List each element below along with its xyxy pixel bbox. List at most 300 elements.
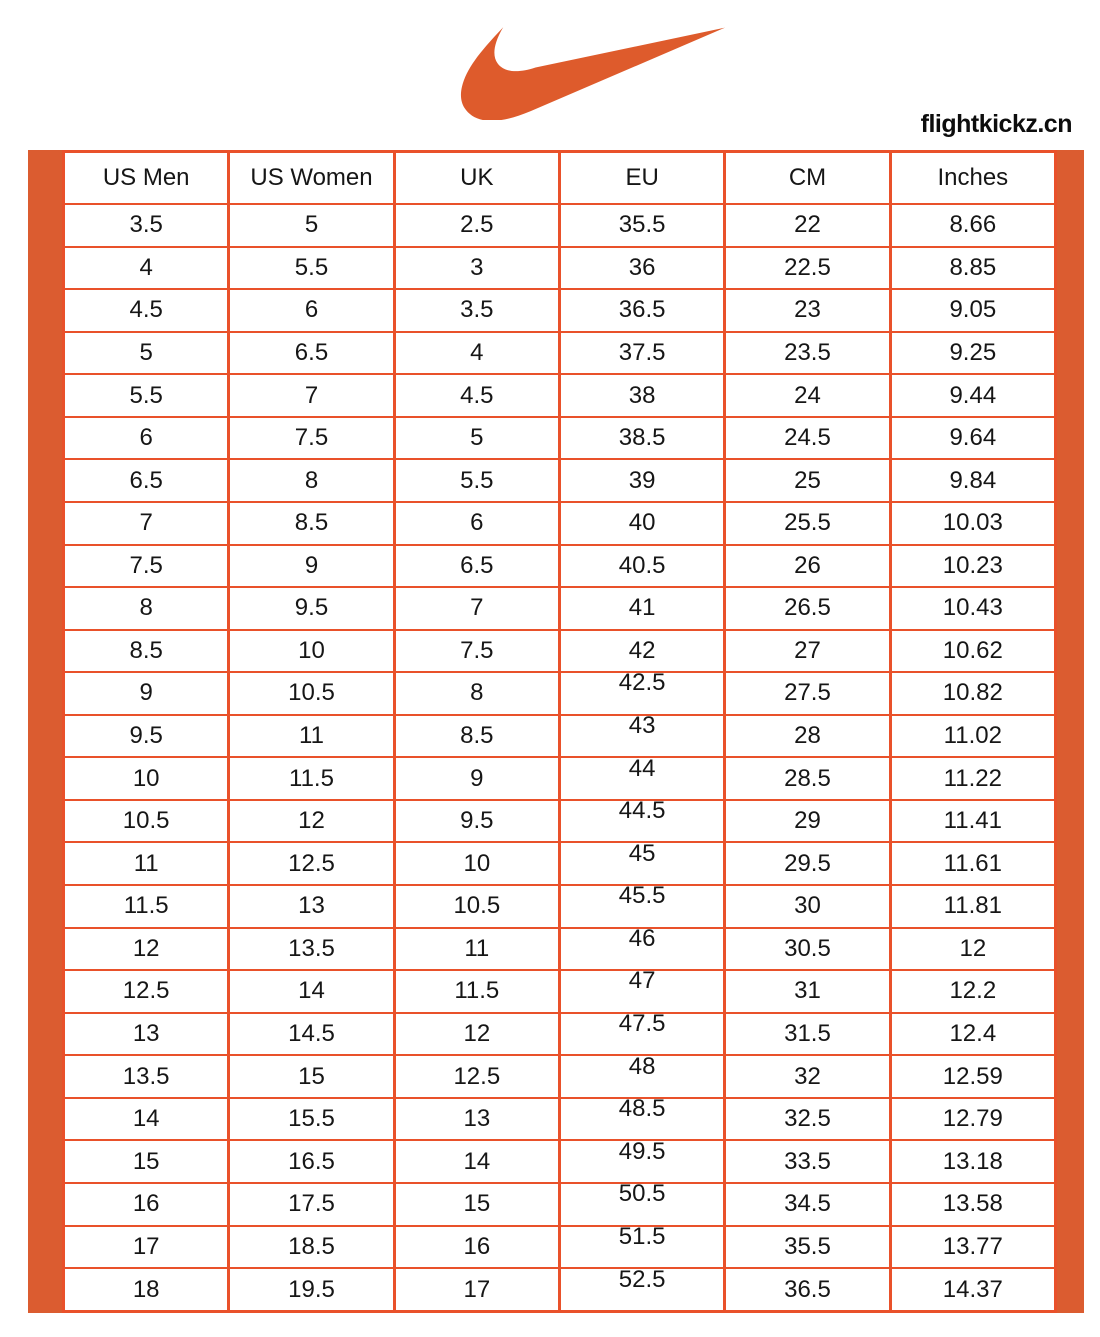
size-value: 36.5 xyxy=(784,1275,831,1303)
size-cell xyxy=(64,1268,229,1311)
size-value: 13.18 xyxy=(942,1147,1003,1175)
size-cell xyxy=(64,204,229,247)
size-value: 2.5 xyxy=(460,211,494,239)
size-cell xyxy=(229,630,394,673)
size-cell xyxy=(725,502,890,545)
size-value: 8 xyxy=(470,679,484,707)
table-row xyxy=(64,885,1056,928)
size-value: 11.5 xyxy=(454,977,500,1005)
size-cell xyxy=(890,1013,1055,1056)
size-cell xyxy=(890,842,1055,885)
size-value: 48.5 xyxy=(618,1095,666,1123)
size-value: 27.5 xyxy=(784,679,831,707)
size-cell xyxy=(890,970,1055,1013)
size-value: 6.5 xyxy=(294,338,329,366)
size-value: 29 xyxy=(794,807,821,835)
size-value: 12.79 xyxy=(942,1105,1003,1133)
size-value: 13.5 xyxy=(122,1062,170,1090)
size-value: 11.81 xyxy=(943,892,1002,920)
size-value: 14 xyxy=(463,1147,491,1175)
size-cell xyxy=(229,757,394,800)
size-value: 7 xyxy=(470,594,484,622)
size-cell xyxy=(890,800,1055,843)
size-value: 5 xyxy=(304,211,319,239)
column-header-cm: CM xyxy=(725,152,890,205)
size-value: 10 xyxy=(298,636,325,664)
size-value: 32.5 xyxy=(784,1105,831,1133)
size-cell xyxy=(890,332,1055,375)
size-value: 9.5 xyxy=(294,594,329,622)
size-cell xyxy=(394,1098,559,1141)
size-cell xyxy=(229,545,394,588)
size-cell xyxy=(725,545,890,588)
size-value: 3.5 xyxy=(460,296,494,324)
size-value: 11.5 xyxy=(123,892,169,920)
table-row xyxy=(64,545,1056,588)
size-cell xyxy=(890,885,1055,928)
size-value: 9.5 xyxy=(460,807,494,835)
size-cell xyxy=(229,800,394,843)
size-value: 13.5 xyxy=(288,934,335,962)
size-value: 10 xyxy=(132,764,160,792)
size-value: 15 xyxy=(463,1190,491,1218)
size-value: 36 xyxy=(628,253,656,281)
size-value: 8.5 xyxy=(294,509,329,537)
size-value: 9 xyxy=(139,679,153,707)
size-value: 26.5 xyxy=(784,594,831,622)
size-cell xyxy=(394,885,559,928)
size-cell xyxy=(64,502,229,545)
size-value: 10.5 xyxy=(453,892,501,920)
size-value: 5 xyxy=(470,424,484,452)
size-cell xyxy=(559,797,724,843)
size-cell xyxy=(229,247,394,290)
size-cell xyxy=(229,289,394,332)
size-value: 12 xyxy=(463,1019,491,1047)
size-cell xyxy=(725,1268,890,1311)
size-cell xyxy=(394,1183,559,1226)
size-value: 7.5 xyxy=(460,636,494,664)
size-value: 47 xyxy=(628,967,656,995)
size-cell xyxy=(394,502,559,545)
size-cell xyxy=(890,1226,1055,1269)
size-cell xyxy=(64,1226,229,1269)
size-value: 34.5 xyxy=(784,1190,831,1218)
size-value: 52.5 xyxy=(618,1265,666,1293)
size-cell xyxy=(64,1098,229,1141)
table-row xyxy=(64,1226,1056,1269)
size-cell xyxy=(725,885,890,928)
nike-swoosh-path xyxy=(461,27,725,120)
size-value: 17 xyxy=(132,1232,160,1260)
table-row xyxy=(64,757,1056,800)
size-value: 42 xyxy=(628,636,656,664)
size-cell xyxy=(559,924,724,971)
size-value: 44 xyxy=(628,754,656,782)
size-value: 49.5 xyxy=(618,1137,666,1165)
size-value: 14.37 xyxy=(942,1275,1003,1303)
size-cell xyxy=(64,417,229,460)
size-value: 35.5 xyxy=(784,1232,831,1260)
size-value: 14 xyxy=(132,1105,160,1133)
size-value: 10 xyxy=(463,849,491,877)
size-cell xyxy=(394,1226,559,1269)
size-value: 24.5 xyxy=(784,424,831,452)
size-cell xyxy=(394,1140,559,1183)
table-row xyxy=(64,289,1056,332)
size-cell xyxy=(559,1180,724,1226)
size-value: 9 xyxy=(304,551,319,579)
table-row xyxy=(64,1183,1056,1226)
column-header-inches: Inches xyxy=(890,152,1055,205)
size-value: 14.5 xyxy=(288,1019,335,1047)
size-cell xyxy=(394,1013,559,1056)
table-row xyxy=(64,970,1056,1013)
size-cell xyxy=(64,672,229,715)
table-row xyxy=(64,502,1056,545)
column-header-us-women: US Women xyxy=(229,152,394,205)
size-value: 13.58 xyxy=(942,1190,1003,1218)
size-value: 11.5 xyxy=(289,764,334,792)
size-cell xyxy=(229,204,394,247)
table-row xyxy=(64,204,1056,247)
size-cell xyxy=(725,970,890,1013)
table-row xyxy=(64,1055,1056,1098)
size-value: 16 xyxy=(463,1232,491,1260)
size-cell xyxy=(559,247,724,290)
size-cell xyxy=(394,800,559,843)
size-value: 8.5 xyxy=(460,722,494,750)
size-value: 6.5 xyxy=(460,551,494,579)
size-value: 8.66 xyxy=(949,211,997,239)
size-cell xyxy=(394,289,559,332)
table-row xyxy=(64,1268,1056,1311)
size-cell xyxy=(559,1095,724,1141)
size-cell xyxy=(559,967,724,1013)
size-value: 8 xyxy=(139,594,153,622)
size-value: 9.64 xyxy=(949,424,997,452)
size-cell xyxy=(229,1226,394,1269)
size-value: 4 xyxy=(470,338,484,366)
size-value: 6 xyxy=(470,509,484,537)
size-value: 17.5 xyxy=(288,1190,335,1218)
size-cell xyxy=(890,545,1055,588)
table-row xyxy=(64,1098,1056,1141)
size-cell xyxy=(725,1140,890,1183)
size-value: 26 xyxy=(794,551,821,579)
size-cell xyxy=(725,459,890,502)
size-value: 15 xyxy=(132,1147,160,1175)
website-label: flightkickz.cn xyxy=(920,110,1072,138)
size-table-head xyxy=(64,152,1056,205)
size-cell xyxy=(725,587,890,630)
size-value: 13 xyxy=(298,892,325,920)
size-cell xyxy=(559,1137,724,1183)
size-value: 23.5 xyxy=(784,338,831,366)
size-cell xyxy=(394,587,559,630)
size-cell xyxy=(64,587,229,630)
size-value: 25.5 xyxy=(784,509,831,537)
size-value: 51.5 xyxy=(618,1222,666,1250)
size-value: 12.59 xyxy=(942,1062,1003,1090)
size-cell xyxy=(229,374,394,417)
size-cell xyxy=(890,1183,1055,1226)
size-cell xyxy=(890,587,1055,630)
size-value: 11.41 xyxy=(943,807,1002,835)
size-value: 36.5 xyxy=(618,296,666,324)
size-value: 45 xyxy=(628,839,656,867)
table-row xyxy=(64,630,1056,673)
size-cell xyxy=(64,630,229,673)
size-cell xyxy=(559,630,724,673)
size-cell xyxy=(394,970,559,1013)
size-chart-block xyxy=(28,150,1084,1313)
size-cell xyxy=(725,1013,890,1056)
size-cell xyxy=(725,672,890,715)
size-cell xyxy=(394,417,559,460)
size-cell xyxy=(725,842,890,885)
column-header-uk: UK xyxy=(394,152,559,205)
size-cell xyxy=(725,374,890,417)
size-value: 44.5 xyxy=(618,797,666,825)
size-value: 27 xyxy=(794,636,821,664)
size-cell xyxy=(890,502,1055,545)
size-cell xyxy=(394,204,559,247)
size-cell xyxy=(229,1183,394,1226)
size-cell xyxy=(890,1055,1055,1098)
size-cell xyxy=(559,587,724,630)
size-cell xyxy=(890,672,1055,715)
size-cell xyxy=(394,459,559,502)
size-value: 38 xyxy=(628,381,656,409)
size-cell xyxy=(394,374,559,417)
size-cell xyxy=(559,374,724,417)
size-cell xyxy=(559,1052,724,1098)
size-cell xyxy=(890,715,1055,758)
size-value: 46 xyxy=(628,924,656,952)
size-value: 12.2 xyxy=(949,977,997,1005)
table-row xyxy=(64,332,1056,375)
size-value: 30 xyxy=(794,892,821,920)
size-cell xyxy=(229,928,394,971)
column-header-eu: EU xyxy=(559,152,724,205)
size-value: 6 xyxy=(304,296,319,324)
table-row xyxy=(64,715,1056,758)
size-value: 11 xyxy=(133,849,159,877)
size-cell xyxy=(559,332,724,375)
size-value: 19.5 xyxy=(288,1275,335,1303)
table-row xyxy=(64,1140,1056,1183)
size-cell xyxy=(229,332,394,375)
size-cell xyxy=(64,1013,229,1056)
size-value: 7.5 xyxy=(294,424,329,452)
size-cell xyxy=(229,1140,394,1183)
size-cell xyxy=(725,1098,890,1141)
size-cell xyxy=(559,289,724,332)
size-value: 25 xyxy=(794,466,821,494)
size-value: 11.22 xyxy=(943,764,1002,792)
size-value: 3.5 xyxy=(129,211,163,239)
size-value: 9.25 xyxy=(949,338,997,366)
size-value: 9.44 xyxy=(949,381,997,409)
size-cell xyxy=(890,204,1055,247)
column-header-us-men: US Men xyxy=(64,152,229,205)
size-cell xyxy=(64,928,229,971)
size-cell xyxy=(725,289,890,332)
size-value: 5.5 xyxy=(129,381,163,409)
size-table-body xyxy=(64,204,1056,1312)
size-value: 8.5 xyxy=(129,636,163,664)
table-row xyxy=(64,417,1056,460)
size-value: 12 xyxy=(298,807,325,835)
size-cell xyxy=(890,1140,1055,1183)
size-cell xyxy=(890,289,1055,332)
size-cell xyxy=(725,928,890,971)
size-cell xyxy=(229,1013,394,1056)
table-row xyxy=(64,1013,1056,1056)
size-value: 9.05 xyxy=(949,296,997,324)
size-value: 5 xyxy=(139,338,153,366)
size-value: 10.5 xyxy=(122,807,170,835)
size-value: 22 xyxy=(794,211,821,239)
size-cell xyxy=(64,289,229,332)
size-cell xyxy=(559,1009,724,1056)
size-cell xyxy=(725,1226,890,1269)
size-value: 28.5 xyxy=(784,764,831,792)
table-row xyxy=(64,672,1056,715)
size-cell xyxy=(64,1183,229,1226)
size-cell xyxy=(229,672,394,715)
size-cell xyxy=(229,1268,394,1311)
size-value: 10.23 xyxy=(942,551,1003,579)
size-cell xyxy=(890,928,1055,971)
table-row xyxy=(64,800,1056,843)
size-value: 24 xyxy=(794,381,821,409)
size-cell xyxy=(229,970,394,1013)
size-cell xyxy=(64,715,229,758)
size-value: 28 xyxy=(794,722,821,750)
size-cell xyxy=(229,842,394,885)
size-cell xyxy=(725,332,890,375)
size-cell xyxy=(394,545,559,588)
size-value: 5.5 xyxy=(294,253,329,281)
size-cell xyxy=(64,970,229,1013)
size-value: 40 xyxy=(628,509,656,537)
size-cell xyxy=(725,1055,890,1098)
size-value: 17 xyxy=(463,1275,491,1303)
table-row xyxy=(64,587,1056,630)
size-cell xyxy=(725,800,890,843)
size-value: 4.5 xyxy=(129,296,163,324)
size-value: 39 xyxy=(628,466,656,494)
size-value: 41 xyxy=(628,594,656,622)
size-value: 45.5 xyxy=(618,882,666,910)
size-value: 8.85 xyxy=(949,253,997,281)
size-value: 12 xyxy=(959,934,987,962)
size-value: 11 xyxy=(299,722,324,750)
table-row xyxy=(64,374,1056,417)
size-value: 14 xyxy=(298,977,325,1005)
size-cell xyxy=(890,757,1055,800)
left-accent-bar xyxy=(28,150,62,1313)
size-cell xyxy=(725,247,890,290)
size-cell xyxy=(559,1265,724,1311)
size-value: 12.5 xyxy=(453,1062,501,1090)
size-value: 42.5 xyxy=(618,669,666,697)
size-value: 7 xyxy=(139,509,153,537)
size-cell xyxy=(64,842,229,885)
size-value: 4 xyxy=(139,253,153,281)
size-value: 9 xyxy=(470,764,484,792)
table-row xyxy=(64,459,1056,502)
size-cell xyxy=(64,374,229,417)
size-value: 35.5 xyxy=(618,211,666,239)
table-row xyxy=(64,928,1056,971)
size-cell xyxy=(559,459,724,502)
right-accent-bar xyxy=(1057,150,1084,1313)
size-value: 11.02 xyxy=(943,722,1002,750)
size-cell xyxy=(229,715,394,758)
size-cell xyxy=(559,754,724,800)
size-cell xyxy=(394,757,559,800)
size-value: 48 xyxy=(628,1052,656,1080)
size-value: 15.5 xyxy=(288,1105,335,1133)
size-value: 22.5 xyxy=(784,253,831,281)
size-cell xyxy=(394,1268,559,1311)
size-value: 10.62 xyxy=(942,636,1003,664)
size-cell xyxy=(559,1222,724,1269)
size-cell xyxy=(725,757,890,800)
size-value: 40.5 xyxy=(618,551,666,579)
size-cell xyxy=(890,630,1055,673)
size-cell xyxy=(64,459,229,502)
size-value: 23 xyxy=(794,296,821,324)
size-cell xyxy=(890,417,1055,460)
size-cell xyxy=(559,545,724,588)
nike-swoosh-icon xyxy=(455,26,725,120)
size-cell xyxy=(229,885,394,928)
size-value: 11.61 xyxy=(943,849,1002,877)
size-cell xyxy=(394,332,559,375)
size-cell xyxy=(559,669,724,715)
size-value: 4.5 xyxy=(460,381,494,409)
size-value: 18 xyxy=(132,1275,160,1303)
size-cell xyxy=(394,630,559,673)
size-cell xyxy=(229,502,394,545)
size-cell xyxy=(890,459,1055,502)
size-value: 10.82 xyxy=(942,679,1003,707)
size-value: 18.5 xyxy=(288,1232,335,1260)
size-cell xyxy=(559,204,724,247)
size-value: 5.5 xyxy=(460,466,494,494)
size-value: 29.5 xyxy=(784,849,831,877)
size-cell xyxy=(890,247,1055,290)
size-value: 31 xyxy=(794,977,821,1005)
size-value: 16.5 xyxy=(288,1147,335,1175)
size-cell xyxy=(394,842,559,885)
size-cell xyxy=(559,839,724,885)
size-value: 12.5 xyxy=(288,849,335,877)
size-value: 10.03 xyxy=(942,509,1003,537)
table-row xyxy=(64,247,1056,290)
size-cell xyxy=(64,247,229,290)
size-cell xyxy=(64,1140,229,1183)
table-row xyxy=(64,842,1056,885)
size-value: 10.43 xyxy=(942,594,1003,622)
size-cell xyxy=(229,459,394,502)
size-cell xyxy=(725,715,890,758)
size-cell xyxy=(64,545,229,588)
